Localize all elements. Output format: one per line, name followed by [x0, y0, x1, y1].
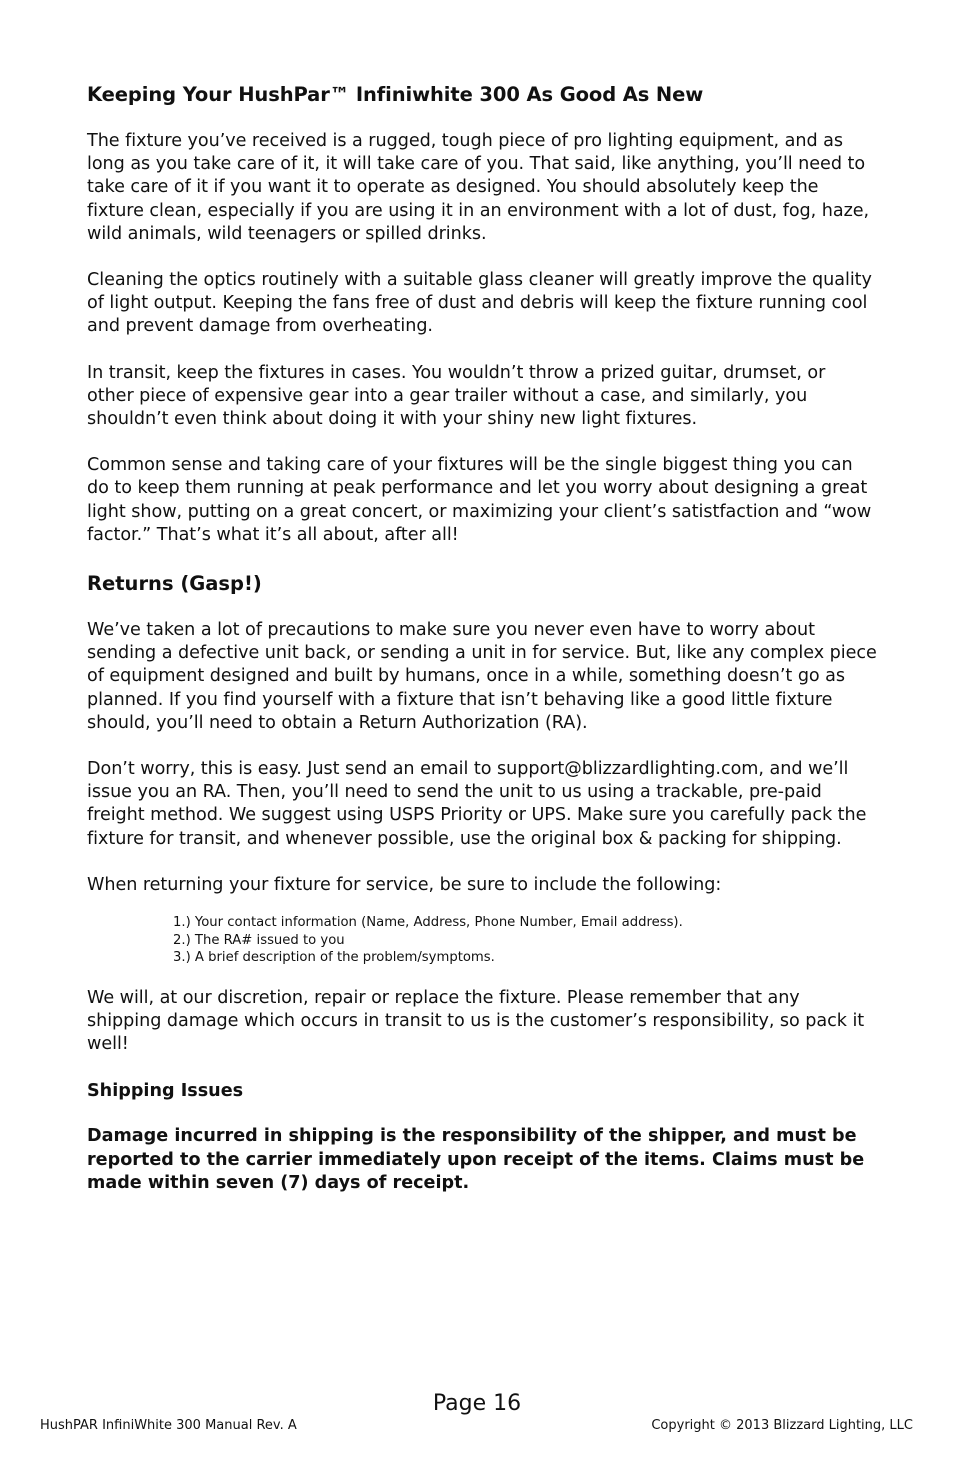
care-paragraph-4: Common sense and taking care of your fixtures will be the single biggest thing you can do to keep them running at peak performance and let you worry about designing a great light show, putting on a great concert, or maximizing your client’s satistfaction and “wow factor.” That’s what it’s all about, after all! [87, 455, 872, 545]
list-item: 2.) The RA# issued to you [173, 932, 345, 948]
care-paragraph-1: The fixture you’ve received is a rugged, tough piece of pro lighting equipment, and as long as you take care of it, it will take care of you. That said, like anything, you’ll need to take care of it if you want it to operate as designed. You should absolutely keep the fixture clean, especially if you are using it in an environment with a lot of dust, fog, haze, wild animals, wild teenagers or spilled drinks. [87, 131, 870, 244]
returns-paragraph-2: Don’t worry, this is easy. Just send an email to support@blizzardlighting.com, and we’ll issue you an RA. Then, you’ll need to send the unit to us using a trackable, pre-paid freight method. We suggest using USPS Priority or UPS. Make sure you carefully pack the fixture for transit, and whenever possible, use the original box & packing for shipping. [87, 759, 867, 849]
shipping-issues-title: Shipping Issues [87, 1081, 244, 1102]
returns-paragraph-3: When returning your fixture for service, be sure to include the following: [87, 874, 722, 895]
page-number: Page 16 [432, 1391, 522, 1416]
care-paragraph-2: Cleaning the optics routinely with a suitable glass cleaner will greatly improve the quality of light output. Keeping the fans free of dust and debris will keep the fixture running cool and prevent damage from overheating. [87, 270, 872, 337]
returns-paragraph-1: We’ve taken a lot of precautions to make sure you never even have to worry about sending a defective unit back, or sending a unit in for service. But, like any complex piece of equipment designed and built by humans, once in a while, something doesn’t go as planned. If you find yourself with a fixture that isn’t behaving like a good little fixture should, you’ll need to obtain a Return Authorization (RA). [87, 620, 877, 733]
footer-copyright: Copyright © 2013 Blizzard Lighting, LLC [651, 1418, 913, 1433]
shipping-issues-text: Damage incurred in shipping is the responsibility of the shipper, and must be reported to the carrier immediately upon receipt of the items. Claims must be made within seven (7) days of receipt. [87, 1126, 865, 1193]
care-paragraph-3: In transit, keep the fixtures in cases. You wouldn’t throw a prized guitar, drumset, or other piece of expensive gear into a gear trailer without a case, and similarly, you shouldn’t even think about doing it with your shiny new light fixtures. [87, 362, 826, 430]
returns-closing-paragraph: We will, at our discretion, repair or replace the fixture. Please remember that any shipping damage which occurs in transit to us is the customer’s responsibility, so pack it well! [87, 987, 865, 1055]
footer-manual-title: HushPAR InfiniWhite 300 Manual Rev. A [40, 1418, 297, 1433]
manual-page-content [87, 80, 877, 1195]
list-item: 3.) A brief description of the problem/symptoms. [173, 950, 495, 966]
care-section-title: Keeping Your HushPar™ Infiniwhite 300 As Good As New [87, 83, 704, 106]
returns-section-title: Returns (Gasp!) [87, 572, 262, 596]
list-item: 1.) Your contact information (Name, Address, Phone Number, Email address). [173, 915, 683, 931]
return-requirements-list [173, 914, 877, 967]
